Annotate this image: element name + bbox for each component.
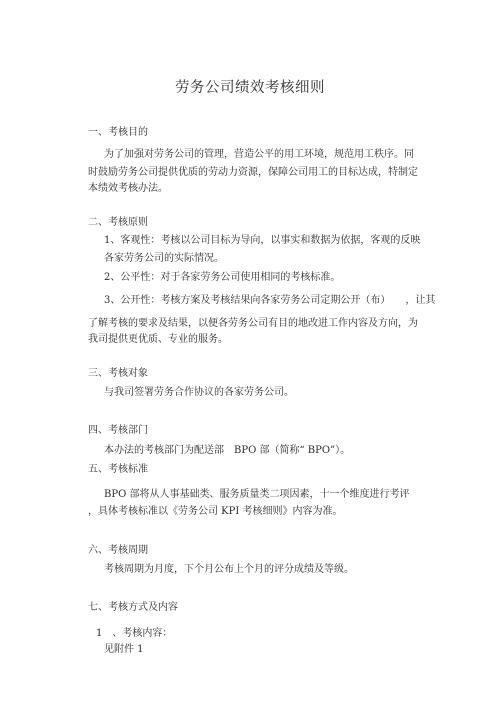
- paragraph-line: 见附件 1: [104, 644, 144, 655]
- paragraph-line: 考核周期为月度，下个月公布上个月的评分成绩及等级。: [104, 564, 354, 575]
- paragraph-line: 我司提供更优质、专业的服务。: [88, 334, 228, 345]
- section-heading-principle: 二、考核原则: [88, 217, 148, 228]
- list-item: 1、客观性：考核以公司目标为导向，以事实和数据为依据，客观的反映: [104, 235, 421, 246]
- section-heading-purpose: 一、考核目的: [88, 127, 148, 138]
- section-heading-standard: 五、考核标准: [88, 464, 148, 475]
- document-title: 劳务公司绩效考核细则: [175, 80, 325, 96]
- list-item: 1 、考核内容：: [96, 628, 173, 639]
- paragraph-line: 为了加强对劳务公司的管理，营造公平的用工环境，规范用工秩序。同: [104, 149, 414, 160]
- section-heading-department: 四、考核部门: [88, 425, 148, 436]
- paragraph-line: 本办法的考核部门为配送部 BPO 部（简称“ BPO”）。: [104, 445, 351, 456]
- section-heading-period: 六、考核周期: [88, 545, 148, 556]
- paragraph-line: 本绩效考核办法。: [88, 183, 168, 194]
- paragraph-line: 了解考核的要求及结果，以便各劳务公司有目的地改进工作内容及方向，为: [88, 318, 418, 329]
- list-item: 2、公平性：对于各家劳务公司使用相同的考核标准。: [104, 272, 341, 283]
- paragraph-line: 与我司签署劳务合作协议的各家劳务公司。: [104, 387, 294, 398]
- section-heading-method: 七、考核方式及内容: [88, 602, 178, 613]
- section-heading-object: 三、考核对象: [88, 368, 148, 379]
- list-item: 3、公开性：考核方案及考核结果向各家劳务公司定期公开（布） ，让其: [104, 295, 436, 306]
- list-item: 各家劳务公司的实际情况。: [104, 253, 224, 264]
- paragraph-line: BPO 部将从人事基础类、服务质量类二项因素，十一个维度进行考评: [104, 489, 410, 500]
- paragraph-line: 时鼓励劳务公司提供优质的劳动力资源，保障公司用工的目标达成，特制定: [88, 167, 418, 178]
- paragraph-line: ，具体考核标准以《劳务公司 KPI 考核细则》内容为准。: [88, 506, 343, 517]
